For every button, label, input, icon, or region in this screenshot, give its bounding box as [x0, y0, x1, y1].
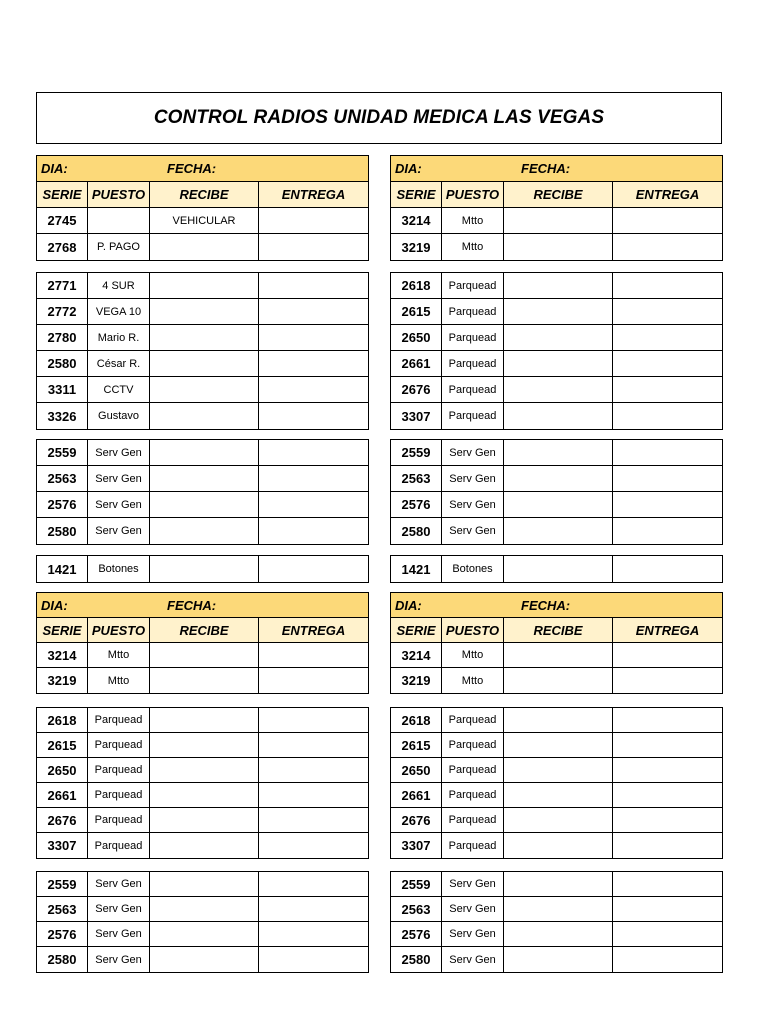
column-header-entrega: ENTREGA: [281, 187, 346, 202]
fecha-label: FECHA:: [521, 161, 571, 176]
recibe-cell[interactable]: [504, 351, 613, 376]
recibe-cell[interactable]: [504, 833, 613, 858]
puesto-cell: Mtto: [442, 234, 504, 260]
entrega-cell[interactable]: [259, 440, 368, 465]
table-row: [37, 273, 368, 299]
serie-cell: 2615: [391, 299, 442, 324]
entrega-cell[interactable]: [259, 643, 368, 667]
recibe-cell[interactable]: [504, 492, 613, 517]
serie-cell: 2580: [37, 518, 88, 544]
serie-cell: 2576: [37, 492, 88, 517]
recibe-cell[interactable]: [150, 872, 259, 896]
table-row: [37, 783, 368, 808]
recibe-cell[interactable]: [504, 377, 613, 402]
fecha-label: FECHA:: [167, 161, 217, 176]
form-title-box: [36, 92, 722, 144]
serie-cell: 3214: [391, 208, 442, 233]
column-header-entrega: ENTREGA: [635, 187, 700, 202]
data-block: [390, 272, 723, 430]
puesto-cell: Parquead: [442, 273, 504, 298]
entrega-cell[interactable]: [259, 733, 368, 757]
table-row: [37, 351, 368, 377]
table-row: [391, 466, 722, 492]
table-row: [391, 403, 722, 429]
puesto-cell: Gustavo: [88, 403, 150, 429]
column-header-row: [37, 182, 368, 208]
puesto-cell: Serv Gen: [88, 440, 150, 465]
column-header-puesto: PUESTO: [442, 618, 504, 642]
entrega-cell[interactable]: [259, 325, 368, 350]
recibe-cell[interactable]: [150, 556, 259, 582]
column-header-entrega: ENTREGA: [281, 622, 346, 638]
column-header-puesto: PUESTO: [88, 618, 150, 642]
entrega-cell[interactable]: [613, 922, 722, 946]
recibe-cell[interactable]: [504, 922, 613, 946]
recibe-cell[interactable]: [150, 518, 259, 544]
recibe-cell[interactable]: [150, 273, 259, 298]
data-block: [390, 871, 723, 973]
serie-cell: 2563: [37, 466, 88, 491]
serie-cell: 2615: [37, 733, 88, 757]
column-header-recibe: RECIBE: [150, 182, 259, 207]
serie-cell: 3326: [37, 403, 88, 429]
serie-cell: 3214: [37, 643, 88, 667]
recibe-cell[interactable]: [150, 492, 259, 517]
entrega-cell[interactable]: [259, 273, 368, 298]
serie-cell: 2650: [391, 325, 442, 350]
recibe-cell[interactable]: [504, 758, 613, 782]
recibe-cell[interactable]: [504, 208, 613, 233]
puesto-cell: Parquead: [88, 833, 150, 858]
puesto-cell: CCTV: [88, 377, 150, 402]
form-title: CONTROL RADIOS UNIDAD MEDICA LAS VEGAS: [153, 107, 605, 128]
puesto-cell: Parquead: [88, 783, 150, 807]
serie-cell: 2676: [37, 808, 88, 832]
recibe-cell[interactable]: [504, 897, 613, 921]
table-row: [391, 643, 722, 668]
puesto-cell: César R.: [88, 351, 150, 376]
entrega-cell[interactable]: [613, 897, 722, 921]
recibe-cell[interactable]: [150, 299, 259, 324]
serie-cell: 2661: [37, 783, 88, 807]
data-block: [36, 592, 369, 694]
puesto-cell: Botones: [442, 556, 504, 582]
data-block: [36, 439, 369, 545]
entrega-cell[interactable]: [259, 518, 368, 544]
serie-cell: 2780: [37, 325, 88, 350]
entrega-cell[interactable]: [259, 492, 368, 517]
table-row: [37, 492, 368, 518]
entrega-cell[interactable]: [613, 556, 722, 582]
recibe-cell[interactable]: [150, 440, 259, 465]
serie-cell: 2563: [391, 466, 442, 491]
recibe-cell[interactable]: [150, 351, 259, 376]
table-row: [391, 897, 722, 922]
puesto-cell: Parquead: [442, 708, 504, 732]
serie-cell: 2576: [391, 492, 442, 517]
puesto-cell: 4 SUR: [88, 273, 150, 298]
entrega-cell[interactable]: [259, 783, 368, 807]
recibe-cell[interactable]: [504, 733, 613, 757]
puesto-cell: Serv Gen: [88, 897, 150, 921]
day-date-header: [391, 156, 722, 182]
serie-cell: 2661: [391, 351, 442, 376]
entrega-cell[interactable]: [259, 833, 368, 858]
recibe-cell[interactable]: [150, 922, 259, 946]
table-row: [391, 783, 722, 808]
puesto-cell: Mtto: [442, 208, 504, 233]
entrega-cell[interactable]: [259, 947, 368, 972]
recibe-cell[interactable]: [504, 668, 613, 693]
entrega-cell[interactable]: [613, 234, 722, 260]
table-row: [37, 947, 368, 972]
serie-cell: 2580: [37, 947, 88, 972]
table-row: [391, 208, 722, 234]
entrega-cell[interactable]: [613, 208, 722, 233]
puesto-cell: Serv Gen: [442, 466, 504, 491]
table-row: [37, 897, 368, 922]
serie-cell: 2676: [391, 377, 442, 402]
table-row: [391, 872, 722, 897]
table-row: [391, 758, 722, 783]
serie-cell: 3307: [391, 833, 442, 858]
table-row: [391, 299, 722, 325]
entrega-cell[interactable]: [259, 758, 368, 782]
day-date-header: [37, 156, 368, 182]
table-row: [37, 234, 368, 260]
serie-cell: 1421: [37, 556, 88, 582]
table-row: [391, 733, 722, 758]
entrega-cell[interactable]: [259, 668, 368, 693]
table-row: [391, 492, 722, 518]
serie-cell: 2576: [391, 922, 442, 946]
table-row: [37, 299, 368, 325]
data-block: [36, 555, 369, 583]
dia-label: DIA:: [41, 161, 68, 176]
data-block: [390, 592, 723, 694]
recibe-cell[interactable]: [504, 708, 613, 732]
entrega-cell[interactable]: [613, 466, 722, 491]
column-header-recibe: RECIBE: [504, 182, 613, 207]
serie-cell: 2676: [391, 808, 442, 832]
table-row: [391, 808, 722, 833]
puesto-cell: Parquead: [442, 351, 504, 376]
entrega-cell[interactable]: [259, 299, 368, 324]
serie-cell: 3307: [37, 833, 88, 858]
serie-cell: 2580: [391, 518, 442, 544]
table-row: [391, 518, 722, 544]
recibe-cell[interactable]: [504, 440, 613, 465]
table-row: [391, 922, 722, 947]
table-row: [391, 833, 722, 858]
table-row: [37, 325, 368, 351]
column-header-puesto: PUESTO: [88, 182, 150, 207]
table-row: [37, 466, 368, 492]
serie-cell: 2618: [37, 708, 88, 732]
puesto-cell: P. PAGO: [88, 234, 150, 260]
serie-cell: 2650: [391, 758, 442, 782]
data-block: [36, 272, 369, 430]
fecha-label: FECHA:: [167, 597, 217, 613]
puesto-cell: Parquead: [442, 808, 504, 832]
dia-label: DIA:: [41, 597, 68, 613]
table-row: [391, 325, 722, 351]
entrega-cell[interactable]: [613, 668, 722, 693]
recibe-cell[interactable]: [150, 783, 259, 807]
data-block: [36, 871, 369, 973]
entrega-cell[interactable]: [259, 466, 368, 491]
table-row: [37, 668, 368, 693]
table-row: [37, 518, 368, 544]
puesto-cell: Parquead: [442, 758, 504, 782]
serie-cell: 2615: [391, 733, 442, 757]
recibe-cell[interactable]: [504, 808, 613, 832]
serie-cell: 2580: [391, 947, 442, 972]
puesto-cell: Mario R.: [88, 325, 150, 350]
puesto-cell: Serv Gen: [88, 518, 150, 544]
serie-cell: 1421: [391, 556, 442, 582]
puesto-cell: Serv Gen: [442, 872, 504, 896]
entrega-cell[interactable]: [613, 733, 722, 757]
serie-cell: 2576: [37, 922, 88, 946]
recibe-cell[interactable]: [150, 833, 259, 858]
recibe-cell[interactable]: [504, 325, 613, 350]
table-row: [391, 234, 722, 260]
puesto-cell: Parquead: [442, 833, 504, 858]
recibe-cell[interactable]: [150, 466, 259, 491]
serie-cell: 3219: [391, 234, 442, 260]
entrega-cell[interactable]: [613, 273, 722, 298]
table-row: [391, 947, 722, 972]
fecha-label: FECHA:: [521, 597, 571, 613]
serie-cell: 3219: [37, 668, 88, 693]
recibe-cell[interactable]: [150, 808, 259, 832]
table-row: [391, 708, 722, 733]
serie-cell: 2563: [37, 897, 88, 921]
serie-cell: 2563: [391, 897, 442, 921]
recibe-cell[interactable]: [504, 783, 613, 807]
entrega-cell[interactable]: [259, 234, 368, 260]
serie-cell: 2559: [37, 872, 88, 896]
table-row: [37, 758, 368, 783]
column-header-row: [37, 618, 368, 643]
recibe-cell[interactable]: [150, 668, 259, 693]
puesto-cell: Serv Gen: [88, 872, 150, 896]
entrega-cell[interactable]: [259, 808, 368, 832]
dia-label: DIA:: [395, 161, 422, 176]
table-row: [37, 922, 368, 947]
entrega-cell[interactable]: [259, 351, 368, 376]
table-row: [37, 733, 368, 758]
recibe-cell[interactable]: [504, 643, 613, 667]
table-row: [37, 833, 368, 858]
entrega-cell[interactable]: [259, 872, 368, 896]
table-row: [391, 556, 722, 582]
puesto-cell: Parquead: [442, 733, 504, 757]
table-row: [37, 808, 368, 833]
serie-cell: 2768: [37, 234, 88, 260]
column-header-puesto: PUESTO: [442, 182, 504, 207]
serie-cell: 2771: [37, 273, 88, 298]
recibe-cell[interactable]: [504, 466, 613, 491]
puesto-cell: Serv Gen: [88, 466, 150, 491]
entrega-cell[interactable]: [259, 922, 368, 946]
recibe-cell[interactable]: [150, 325, 259, 350]
serie-cell: 2559: [37, 440, 88, 465]
puesto-cell: Serv Gen: [88, 947, 150, 972]
puesto-cell: Serv Gen: [442, 518, 504, 544]
entrega-cell[interactable]: [613, 518, 722, 544]
table-row: [37, 708, 368, 733]
entrega-cell[interactable]: [259, 403, 368, 429]
recibe-cell[interactable]: [150, 234, 259, 260]
table-row: [37, 643, 368, 668]
puesto-cell: Serv Gen: [442, 947, 504, 972]
serie-cell: 2618: [391, 273, 442, 298]
puesto-cell: [88, 208, 150, 233]
entrega-cell[interactable]: [613, 783, 722, 807]
data-block: [390, 707, 723, 859]
table-row: [391, 273, 722, 299]
puesto-cell: Parquead: [88, 708, 150, 732]
table-row: [391, 440, 722, 466]
data-block: [36, 155, 369, 261]
entrega-cell[interactable]: [613, 351, 722, 376]
entrega-cell[interactable]: [613, 403, 722, 429]
column-header-row: [391, 182, 722, 208]
day-date-header: [391, 593, 722, 618]
data-block: [390, 439, 723, 545]
puesto-cell: Parquead: [442, 403, 504, 429]
column-header-row: [391, 618, 722, 643]
data-block: [390, 555, 723, 583]
data-block: [390, 155, 723, 261]
dia-label: DIA:: [395, 597, 422, 613]
recibe-cell[interactable]: [504, 299, 613, 324]
serie-cell: 3307: [391, 403, 442, 429]
puesto-cell: Parquead: [442, 377, 504, 402]
column-header-recibe: RECIBE: [504, 618, 613, 642]
entrega-cell[interactable]: [613, 325, 722, 350]
recibe-cell[interactable]: [150, 377, 259, 402]
recibe-cell[interactable]: [504, 947, 613, 972]
recibe-cell[interactable]: [150, 947, 259, 972]
serie-cell: 2650: [37, 758, 88, 782]
puesto-cell: Mtto: [442, 668, 504, 693]
recibe-cell[interactable]: [504, 403, 613, 429]
puesto-cell: Botones: [88, 556, 150, 582]
recibe-cell[interactable]: [150, 643, 259, 667]
entrega-cell[interactable]: [613, 872, 722, 896]
column-header-serie: SERIE: [391, 182, 442, 207]
table-row: [391, 668, 722, 693]
entrega-cell[interactable]: [613, 643, 722, 667]
table-row: [37, 208, 368, 234]
serie-cell: 2580: [37, 351, 88, 376]
recibe-cell[interactable]: [150, 897, 259, 921]
table-row: [391, 377, 722, 403]
entrega-cell[interactable]: [259, 897, 368, 921]
table-row: [37, 403, 368, 429]
puesto-cell: Serv Gen: [442, 440, 504, 465]
serie-cell: 2772: [37, 299, 88, 324]
column-header-serie: SERIE: [37, 618, 88, 642]
entrega-cell[interactable]: [613, 299, 722, 324]
serie-cell: 2618: [391, 708, 442, 732]
recibe-cell[interactable]: [504, 518, 613, 544]
recibe-cell[interactable]: [150, 733, 259, 757]
column-header-recibe: RECIBE: [150, 618, 259, 642]
table-row: [37, 440, 368, 466]
entrega-cell[interactable]: [613, 947, 722, 972]
puesto-cell: Mtto: [88, 643, 150, 667]
recibe-cell[interactable]: [150, 758, 259, 782]
entrega-cell[interactable]: [613, 758, 722, 782]
recibe-cell[interactable]: [504, 234, 613, 260]
recibe-cell[interactable]: [150, 708, 259, 732]
serie-cell: 2661: [391, 783, 442, 807]
column-header-serie: SERIE: [37, 182, 88, 207]
recibe-cell[interactable]: VEHICULAR: [150, 208, 259, 233]
column-header-serie: SERIE: [391, 618, 442, 642]
puesto-cell: VEGA 10: [88, 299, 150, 324]
puesto-cell: Parquead: [88, 733, 150, 757]
entrega-cell[interactable]: [613, 808, 722, 832]
puesto-cell: Parquead: [442, 299, 504, 324]
entrega-cell[interactable]: [613, 492, 722, 517]
puesto-cell: Mtto: [88, 668, 150, 693]
puesto-cell: Parquead: [88, 808, 150, 832]
table-row: [391, 351, 722, 377]
puesto-cell: Mtto: [442, 643, 504, 667]
puesto-cell: Serv Gen: [88, 922, 150, 946]
puesto-cell: Parquead: [442, 325, 504, 350]
puesto-cell: Serv Gen: [442, 922, 504, 946]
table-row: [37, 377, 368, 403]
recibe-cell[interactable]: [504, 556, 613, 582]
entrega-cell[interactable]: [613, 708, 722, 732]
day-date-header: [37, 593, 368, 618]
data-block: [36, 707, 369, 859]
entrega-cell[interactable]: [259, 377, 368, 402]
serie-cell: 2559: [391, 440, 442, 465]
column-header-entrega: ENTREGA: [635, 622, 700, 638]
serie-cell: 2745: [37, 208, 88, 233]
puesto-cell: Parquead: [88, 758, 150, 782]
entrega-cell[interactable]: [259, 708, 368, 732]
entrega-cell[interactable]: [259, 208, 368, 233]
entrega-cell[interactable]: [259, 556, 368, 582]
entrega-cell[interactable]: [613, 833, 722, 858]
serie-cell: 3219: [391, 668, 442, 693]
serie-cell: 3214: [391, 643, 442, 667]
entrega-cell[interactable]: [613, 377, 722, 402]
puesto-cell: Serv Gen: [88, 492, 150, 517]
serie-cell: 2559: [391, 872, 442, 896]
recibe-cell[interactable]: [504, 273, 613, 298]
entrega-cell[interactable]: [613, 440, 722, 465]
recibe-cell[interactable]: [150, 403, 259, 429]
serie-cell: 3311: [37, 377, 88, 402]
puesto-cell: Serv Gen: [442, 897, 504, 921]
puesto-cell: Serv Gen: [442, 492, 504, 517]
table-row: [37, 556, 368, 582]
puesto-cell: Parquead: [442, 783, 504, 807]
table-row: [37, 872, 368, 897]
recibe-cell[interactable]: [504, 872, 613, 896]
